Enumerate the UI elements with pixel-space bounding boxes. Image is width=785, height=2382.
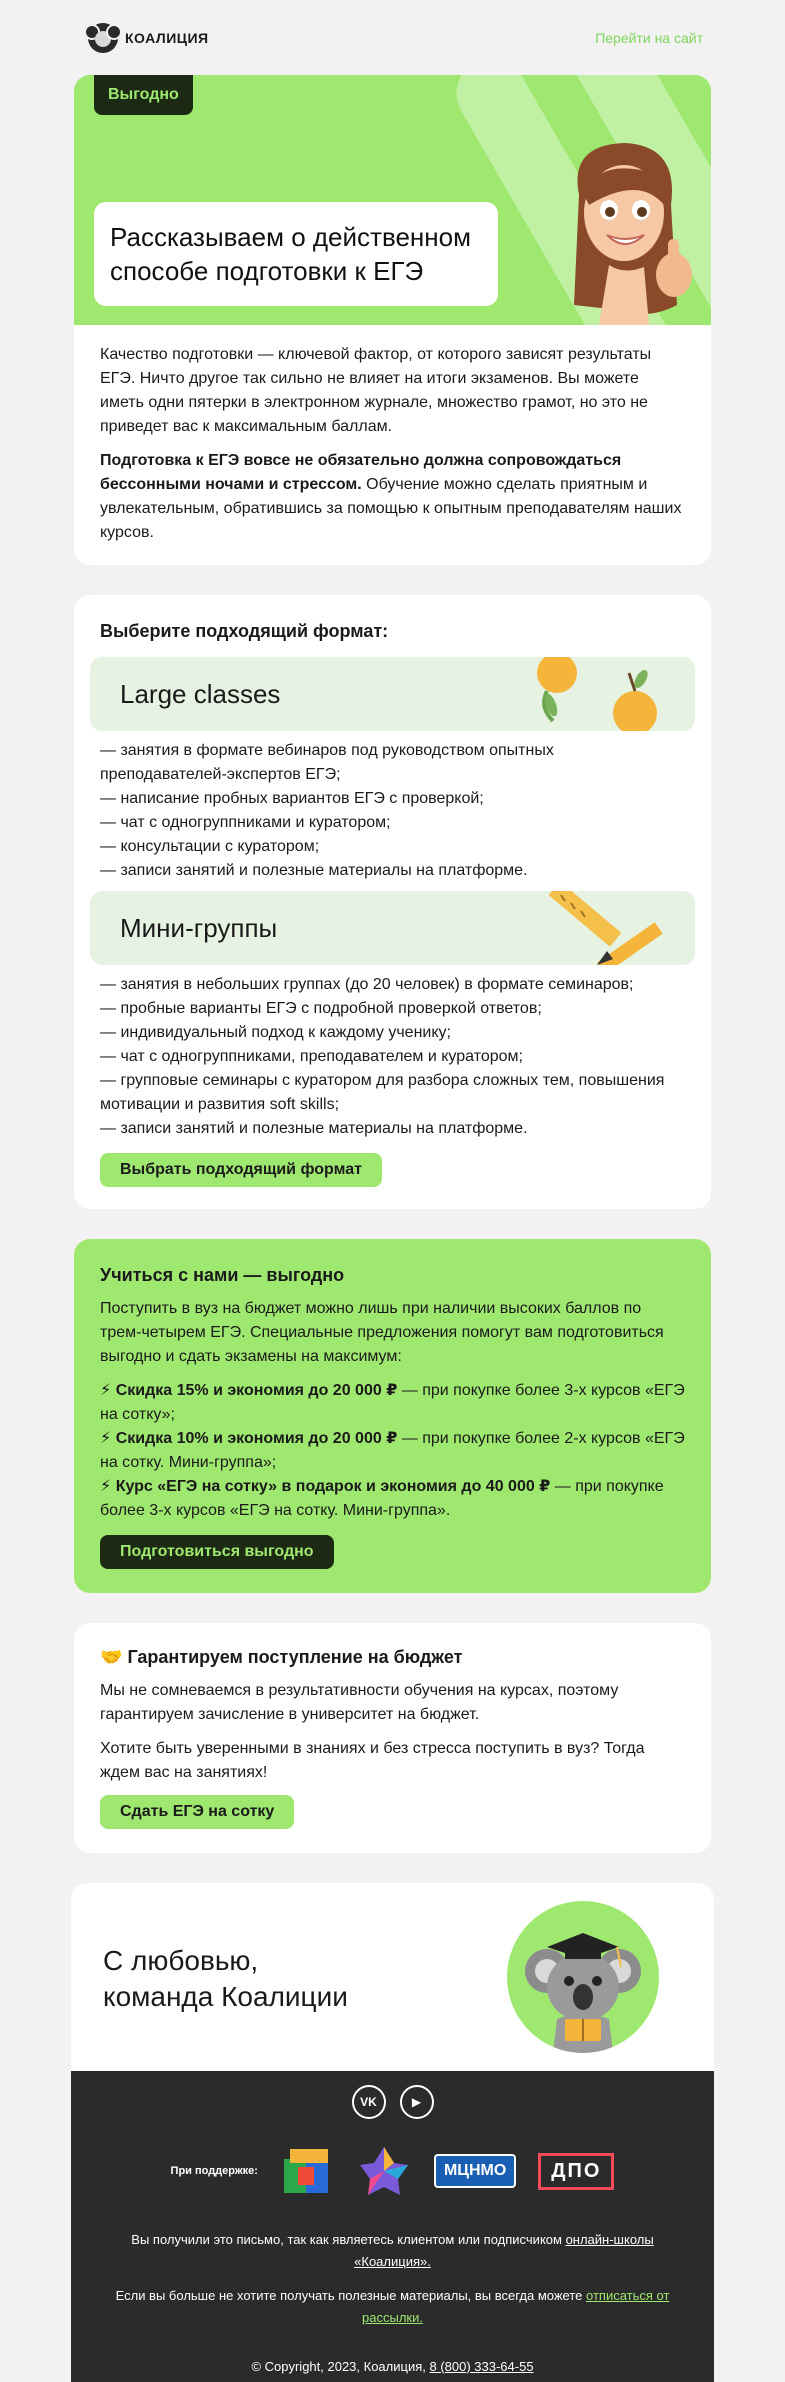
list-item: — групповые семинары с куратором для разбора сложных тем, повышения мотивации и развития soft skills;: [100, 1072, 665, 1113]
offer-item: [100, 1427, 685, 1475]
subscription-note: [101, 2229, 684, 2273]
guarantee-title: [100, 1645, 685, 1669]
list-item: — написание пробных вариантов ЕГЭ с проверкой;: [100, 790, 484, 807]
mini-groups-banner: [90, 891, 695, 965]
email-header: [74, 0, 711, 75]
guarantee-card: [74, 1623, 711, 1853]
email-container: [74, 0, 711, 2382]
list-item: — консультации с куратором;: [100, 838, 320, 855]
formats-card: [74, 595, 711, 1209]
social-links: [101, 2085, 684, 2119]
offer-item: [100, 1475, 685, 1523]
ruler-pencil-icon: [525, 891, 695, 965]
girl-avatar-icon: [549, 135, 699, 325]
copyright: [101, 2359, 684, 2374]
koala-logo-icon: [88, 23, 118, 53]
promo-title: Учиться с нами — выгодно: [100, 1265, 345, 1285]
guarantee-title-text: Гарантируем поступление на бюджет: [127, 1647, 463, 1667]
offer-bold: Скидка 15% и экономия до 20 000 ₽: [115, 1382, 398, 1399]
list-item: — пробные варианты ЕГЭ с подробной проверкой ответов;: [100, 1000, 542, 1017]
signature-block: [71, 1883, 714, 2071]
choose-format-button[interactable]: Выбрать подходящий формат: [100, 1153, 382, 1187]
intro-text: [74, 325, 711, 565]
unsubscribe-note: [101, 2285, 684, 2329]
list-item: — занятия в формате вебинаров под руководством опытных преподавателей-экспертов ЕГЭ;: [100, 742, 554, 783]
vk-icon[interactable]: VK: [352, 2085, 386, 2119]
oranges-icon: [525, 657, 695, 731]
intro-paragraph-2: [100, 449, 685, 545]
list-item: — занятия в небольших группах (до 20 человек) в формате семинаров;: [100, 976, 634, 993]
profit-badge: Выгодно: [94, 75, 193, 115]
signature-text: [103, 1943, 348, 2015]
intro-card: [74, 75, 711, 565]
list-item: — записи занятий и полезные материалы на платформе.: [100, 862, 528, 879]
youtube-icon[interactable]: ▶: [400, 2085, 434, 2119]
promo-card: [74, 1239, 711, 1593]
list-item: — записи занятий и полезные материалы на платформе.: [100, 1120, 528, 1137]
email-footer: [71, 2071, 714, 2382]
intro-paragraph-1: Качество подготовки — ключевой фактор, от которого зависят результаты ЕГЭ. Ничто другое так сильно не влияет на итоги экзаменов. Вы можете иметь одни пятерки в электронном журнале, множество грамот, но это не приведет вас к максимальным баллам.: [100, 346, 652, 435]
unsubscribe-link[interactable]: отписаться от рассылки.: [362, 2288, 670, 2325]
offer-rest: — при покупке более 3-х курсов «ЕГЭ на сотку. Мини-группа».: [100, 1478, 664, 1519]
copyright-text: © Copyright, 2023, Коалиция,: [251, 2359, 430, 2374]
list-item: — индивидуальный подход к каждому ученику;: [100, 1024, 451, 1041]
formats-body: [74, 595, 711, 1209]
signature-line-1: С любовью,: [103, 1945, 259, 1976]
intro-bold-text: Подготовка к ЕГЭ вовсе не обязательно должна сопровождаться бессонными ночами и стрессом.: [100, 452, 622, 493]
offer-item: [100, 1379, 685, 1427]
lightning-icon: ⚡: [100, 1430, 112, 1447]
mini-groups-title: Мини-группы: [120, 913, 278, 943]
partners-row: [101, 2141, 684, 2201]
koala-mascot: [507, 1901, 659, 2053]
large-classes-title: Large classes: [120, 679, 281, 709]
offer-bold: Курс «ЕГЭ на сотку» в подарок и экономия до 40 000 ₽: [115, 1478, 551, 1495]
koala-graduate-icon: [507, 1901, 659, 2053]
school-link[interactable]: онлайн-школы «Коалиция».: [354, 2232, 654, 2269]
offer-rest: — при покупке более 2-х курсов «ЕГЭ на сотку. Мини-группа»;: [100, 1430, 685, 1471]
formats-title: Выберите подходящий формат:: [100, 621, 389, 641]
hero-title: Рассказываем о действенном способе подготовки к ЕГЭ: [94, 202, 498, 306]
lightning-icon: ⚡: [100, 1382, 112, 1399]
hero-banner: [74, 75, 711, 325]
partner-star-logo: [356, 2143, 412, 2199]
partner-cube-logo: [280, 2145, 334, 2197]
logo[interactable]: [88, 23, 209, 53]
partners-label: При поддержке:: [170, 2165, 258, 2177]
offer-bold: Скидка 10% и экономия до 20 000 ₽: [115, 1430, 398, 1447]
note-2-text: Если вы больше не хотите получать полезные материалы, вы всегда можете: [115, 2288, 586, 2303]
promo-intro: Поступить в вуз на бюджет можно лишь при наличии высоких баллов по трем-четырем ЕГЭ. Специальные предложения помогут вам подготовиться выгодно и сдать экзамены на максимум:: [100, 1300, 664, 1365]
list-item: — чат с одногруппниками и куратором;: [100, 814, 391, 831]
guarantee-paragraph-2: Хотите быть уверенными в знаниях и без стресса поступить в вуз? Тогда ждем вас на занятиях!: [100, 1740, 645, 1781]
large-classes-list: [100, 739, 685, 883]
lightning-icon: ⚡: [100, 1478, 112, 1495]
phone-link[interactable]: 8 (800) 333-64-55: [429, 2359, 534, 2374]
go-to-site-link[interactable]: Перейти на сайт: [595, 29, 703, 46]
handshake-icon: 🤝: [100, 1647, 123, 1667]
mini-groups-list: [100, 973, 685, 1141]
prepare-profitably-button[interactable]: Подготовиться выгодно: [100, 1535, 334, 1569]
partner-mcnmo-logo: МЦНМО: [434, 2154, 516, 2188]
list-item: — чат с одногруппниками, преподавателем и куратором;: [100, 1048, 523, 1065]
guarantee-paragraph-1: Мы не сомневаемся в результативности обучения на курсах, поэтому гарантируем зачисление в университет на бюджет.: [100, 1682, 619, 1723]
logo-text: КОАЛИЦИЯ: [125, 29, 209, 46]
note-1-text: Вы получили это письмо, так как являетесь клиентом или подписчиком: [131, 2232, 566, 2247]
large-classes-banner: [90, 657, 695, 731]
offer-rest: — при покупке более 3-х курсов «ЕГЭ на сотку»;: [100, 1382, 685, 1423]
partner-dpo-logo: ДПО: [538, 2153, 614, 2190]
pass-exam-button[interactable]: Сдать ЕГЭ на сотку: [100, 1795, 294, 1829]
intro-rest-text: Обучение можно сделать приятным и увлекательным, обратившись за помощью к опытным преподавателям наших курсов.: [100, 476, 682, 541]
signature-line-2: команда Коалиции: [103, 1981, 348, 2012]
